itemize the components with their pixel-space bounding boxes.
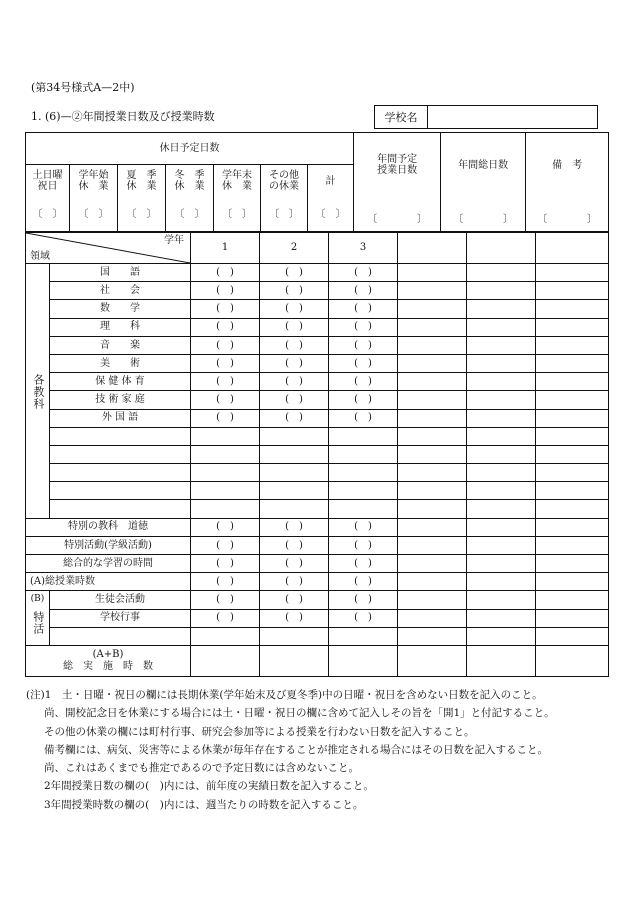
bracket-term-end[interactable]: 〔 〕 bbox=[214, 198, 261, 232]
bracket-remarks[interactable]: 〔 〕 bbox=[526, 198, 609, 232]
annual-plan-header: 年間予定 授業日数 bbox=[354, 133, 441, 198]
blank-cell[interactable] bbox=[536, 373, 609, 391]
blank-cell[interactable] bbox=[467, 427, 536, 445]
blank-cell[interactable] bbox=[398, 573, 467, 591]
blank-cell[interactable] bbox=[536, 445, 609, 463]
hours-cell[interactable] bbox=[329, 445, 398, 463]
sub-other: その他 の休業 bbox=[261, 165, 308, 198]
blank-cell[interactable] bbox=[398, 409, 467, 427]
blank-cell[interactable] bbox=[398, 518, 467, 536]
sub-term-end: 学年末 休 業 bbox=[214, 165, 261, 198]
subject-name: 理 科 bbox=[50, 318, 191, 336]
subject-name bbox=[50, 427, 191, 445]
blank-cell[interactable] bbox=[467, 573, 536, 591]
subject-name: 数 学 bbox=[50, 300, 191, 318]
sub-weekend: 土日曜 祝日 bbox=[26, 165, 70, 198]
blank-cell[interactable] bbox=[467, 500, 536, 518]
note-line: 尚、開校記念日を休業にする場合には土・日曜・祝日の欄に含めて記入しその旨を「開1」と付記すること。 bbox=[44, 707, 555, 720]
hours-cell[interactable] bbox=[329, 645, 398, 676]
hours-cell[interactable]: ( ) bbox=[191, 536, 260, 554]
subject-group-label bbox=[26, 264, 50, 519]
grade-2-header: 2 bbox=[260, 233, 329, 264]
blank-header bbox=[536, 233, 609, 264]
subject-name: 社 会 bbox=[50, 282, 191, 300]
hours-cell[interactable]: ( ) bbox=[329, 409, 398, 427]
hours-cell[interactable] bbox=[191, 445, 260, 463]
school-name-box bbox=[374, 105, 598, 129]
blank-cell[interactable] bbox=[536, 427, 609, 445]
note-line: 備考欄には、病気、災害等による休業が毎年存在することが推定される場合にはその日数を記入すること。 bbox=[44, 743, 548, 756]
grade-3-header: 3 bbox=[329, 233, 398, 264]
blank-cell[interactable] bbox=[536, 264, 609, 282]
subject-name: 美 術 bbox=[50, 354, 191, 372]
tokkatsu-group bbox=[26, 591, 50, 646]
blank-cell[interactable] bbox=[398, 264, 467, 282]
blank-cell[interactable] bbox=[467, 336, 536, 354]
hours-cell[interactable]: ( ) bbox=[260, 409, 329, 427]
bracket-annual-total[interactable]: 〔 〕 bbox=[441, 198, 526, 232]
hours-cell[interactable] bbox=[260, 427, 329, 445]
sub-total: 計 bbox=[308, 165, 354, 198]
hours-cell[interactable]: ( ) bbox=[260, 518, 329, 536]
sub-term-start: 学年始 休 業 bbox=[70, 165, 118, 198]
bracket-term-start[interactable]: 〔 〕 bbox=[70, 198, 118, 232]
school-name-label: 学校名 bbox=[375, 106, 428, 128]
hours-cell[interactable]: ( ) bbox=[329, 573, 398, 591]
bracket-winter[interactable]: 〔 〕 bbox=[166, 198, 214, 232]
class-hours-table bbox=[25, 232, 609, 677]
student-council-label: 生徒会活動 bbox=[50, 591, 191, 609]
hours-cell[interactable]: ( ) bbox=[329, 609, 398, 627]
hours-cell[interactable]: ( ) bbox=[260, 609, 329, 627]
bracket-total[interactable]: 〔 〕 bbox=[308, 198, 354, 232]
blank-cell[interactable] bbox=[467, 445, 536, 463]
blank-cell[interactable] bbox=[398, 536, 467, 554]
hours-cell[interactable] bbox=[329, 482, 398, 500]
hours-cell[interactable]: ( ) bbox=[191, 573, 260, 591]
blank-cell[interactable] bbox=[467, 464, 536, 482]
ab-total-formula: (A+B) bbox=[92, 649, 124, 661]
blank-cell[interactable] bbox=[398, 300, 467, 318]
hours-cell[interactable] bbox=[191, 500, 260, 518]
blank-cell[interactable] bbox=[536, 282, 609, 300]
holiday-days-table bbox=[25, 132, 609, 232]
ab-total-text: 総 実 施 時 数 bbox=[63, 660, 153, 672]
blank-cell[interactable] bbox=[536, 500, 609, 518]
blank-cell[interactable] bbox=[398, 445, 467, 463]
blank-cell[interactable] bbox=[398, 591, 467, 609]
hours-cell[interactable]: ( ) bbox=[329, 300, 398, 318]
hours-cell[interactable]: ( ) bbox=[329, 336, 398, 354]
bracket-summer[interactable]: 〔 〕 bbox=[118, 198, 166, 232]
subject-name: 国 語 bbox=[50, 264, 191, 282]
blank-cell[interactable] bbox=[398, 391, 467, 409]
hours-cell[interactable]: ( ) bbox=[260, 354, 329, 372]
blank-cell[interactable] bbox=[398, 373, 467, 391]
hours-cell[interactable]: ( ) bbox=[260, 391, 329, 409]
bracket-annual-plan[interactable]: 〔 〕 bbox=[354, 198, 441, 232]
blank-cell[interactable] bbox=[536, 300, 609, 318]
blank-cell[interactable] bbox=[467, 645, 536, 676]
blank-cell[interactable] bbox=[536, 627, 609, 645]
hours-cell[interactable]: ( ) bbox=[329, 518, 398, 536]
subject-name: 保 健 体 育 bbox=[50, 373, 191, 391]
blank-cell[interactable] bbox=[398, 609, 467, 627]
subject-name: 技 術 家 庭 bbox=[50, 391, 191, 409]
note-line: その他の休業の欄には町村行事、研究会参加等による授業を行わない日数を記入すること。 bbox=[44, 725, 475, 738]
blank-cell[interactable] bbox=[398, 627, 467, 645]
note-line: 尚、これはあくまでも推定であるので予定日数には含めないこと。 bbox=[44, 762, 359, 775]
hours-cell[interactable] bbox=[260, 482, 329, 500]
hours-cell[interactable]: ( ) bbox=[191, 336, 260, 354]
blank-cell[interactable] bbox=[536, 609, 609, 627]
moral-row-label: 特別の教科 道徳 bbox=[26, 518, 191, 536]
blank-cell[interactable] bbox=[467, 482, 536, 500]
hours-cell[interactable]: ( ) bbox=[191, 591, 260, 609]
blank-cell[interactable] bbox=[467, 518, 536, 536]
hours-cell[interactable]: ( ) bbox=[260, 336, 329, 354]
subject-name bbox=[50, 482, 191, 500]
integrated-row-label: 総合的な学習の時間 bbox=[26, 555, 191, 573]
blank-cell[interactable] bbox=[398, 318, 467, 336]
blank-cell[interactable] bbox=[536, 573, 609, 591]
subject-name: 音 楽 bbox=[50, 336, 191, 354]
blank-cell[interactable] bbox=[398, 282, 467, 300]
blank-cell[interactable] bbox=[536, 318, 609, 336]
blank-cell[interactable] bbox=[467, 354, 536, 372]
bracket-other[interactable]: 〔 〕 bbox=[261, 198, 308, 232]
note-line: 3年間授業時数の欄の( )内には、週当たりの時数を記入すること。 bbox=[44, 798, 364, 811]
blank-cell[interactable] bbox=[536, 354, 609, 372]
hours-cell[interactable]: ( ) bbox=[260, 318, 329, 336]
blank-cell[interactable] bbox=[536, 336, 609, 354]
special-class-row-label: 特別活動(学級活動) bbox=[26, 536, 191, 554]
blank-cell[interactable] bbox=[536, 536, 609, 554]
blank-cell[interactable] bbox=[467, 391, 536, 409]
blank-cell[interactable] bbox=[467, 373, 536, 391]
hours-cell[interactable]: ( ) bbox=[260, 373, 329, 391]
hours-cell[interactable]: ( ) bbox=[329, 264, 398, 282]
blank-cell[interactable] bbox=[398, 354, 467, 372]
form-code: (第34号様式A—2中) bbox=[31, 81, 135, 94]
tokkatsu-label: 特活 bbox=[31, 610, 45, 635]
hours-cell[interactable] bbox=[191, 627, 260, 645]
blank-label bbox=[50, 627, 191, 645]
hours-cell[interactable]: ( ) bbox=[260, 591, 329, 609]
blank-cell[interactable] bbox=[467, 609, 536, 627]
note-line: (注)1 土・日曜・祝日の欄には長期休業(学年始末及び夏冬季)中の日曜・祝日を含めない日数を記入のこと。 bbox=[26, 689, 543, 701]
blank-cell[interactable] bbox=[467, 282, 536, 300]
school-name-field[interactable] bbox=[428, 106, 597, 128]
ab-total-label bbox=[26, 645, 191, 676]
blank-cell[interactable] bbox=[467, 318, 536, 336]
blank-cell[interactable] bbox=[536, 555, 609, 573]
hours-cell[interactable]: ( ) bbox=[191, 373, 260, 391]
hours-cell[interactable] bbox=[329, 500, 398, 518]
holiday-plan-header: 休日予定日数 bbox=[26, 133, 354, 165]
hours-cell[interactable]: ( ) bbox=[260, 264, 329, 282]
hours-cell[interactable]: ( ) bbox=[329, 555, 398, 573]
school-events-label: 学校行事 bbox=[50, 609, 191, 627]
hours-cell[interactable]: ( ) bbox=[191, 264, 260, 282]
remarks-header: 備 考 bbox=[526, 133, 609, 198]
note-line: 2年間授業日数の欄の( )内には、前年度の実績日数を記入すること。 bbox=[44, 780, 374, 793]
hours-cell[interactable] bbox=[191, 645, 260, 676]
hours-cell[interactable] bbox=[260, 500, 329, 518]
hours-cell[interactable]: ( ) bbox=[260, 536, 329, 554]
hours-cell[interactable]: ( ) bbox=[260, 573, 329, 591]
annual-total-header: 年間総日数 bbox=[441, 133, 526, 198]
blank-header bbox=[467, 233, 536, 264]
blank-cell[interactable] bbox=[467, 409, 536, 427]
hours-cell[interactable]: ( ) bbox=[260, 555, 329, 573]
blank-cell[interactable] bbox=[398, 555, 467, 573]
blank-cell[interactable] bbox=[536, 645, 609, 676]
hours-cell[interactable]: ( ) bbox=[191, 391, 260, 409]
domain-label: 領域 bbox=[30, 250, 50, 262]
notes bbox=[26, 686, 616, 814]
hours-cell[interactable]: ( ) bbox=[191, 318, 260, 336]
blank-cell[interactable] bbox=[467, 627, 536, 645]
subject-group-text: 各教科 bbox=[31, 374, 45, 410]
hours-cell[interactable]: ( ) bbox=[191, 409, 260, 427]
subject-name bbox=[50, 500, 191, 518]
hours-cell[interactable]: ( ) bbox=[329, 391, 398, 409]
hours-cell[interactable]: ( ) bbox=[260, 300, 329, 318]
hours-cell[interactable] bbox=[260, 445, 329, 463]
hours-cell[interactable]: ( ) bbox=[191, 609, 260, 627]
blank-cell[interactable] bbox=[536, 464, 609, 482]
blank-cell[interactable] bbox=[467, 555, 536, 573]
hours-cell[interactable]: ( ) bbox=[191, 282, 260, 300]
blank-cell[interactable] bbox=[536, 482, 609, 500]
hours-cell[interactable] bbox=[191, 482, 260, 500]
hours-cell[interactable]: ( ) bbox=[191, 300, 260, 318]
blank-cell[interactable] bbox=[398, 336, 467, 354]
hours-cell[interactable]: ( ) bbox=[329, 282, 398, 300]
blank-cell[interactable] bbox=[536, 591, 609, 609]
blank-cell[interactable] bbox=[467, 300, 536, 318]
hours-cell[interactable]: ( ) bbox=[191, 518, 260, 536]
hours-cell[interactable]: ( ) bbox=[329, 591, 398, 609]
grade-1-header: 1 bbox=[191, 233, 260, 264]
subject-name bbox=[50, 445, 191, 463]
blank-cell[interactable] bbox=[398, 645, 467, 676]
blank-cell[interactable] bbox=[536, 391, 609, 409]
section-title: 1. (6)—②年間授業日数及び授業時数 bbox=[31, 110, 215, 123]
hours-cell[interactable] bbox=[329, 427, 398, 445]
hours-cell[interactable] bbox=[329, 464, 398, 482]
hours-cell[interactable]: ( ) bbox=[329, 536, 398, 554]
grade-domain-header bbox=[26, 233, 191, 264]
hours-cell[interactable] bbox=[191, 464, 260, 482]
blank-cell[interactable] bbox=[467, 591, 536, 609]
blank-cell[interactable] bbox=[398, 464, 467, 482]
hours-cell[interactable] bbox=[260, 464, 329, 482]
blank-cell[interactable] bbox=[536, 518, 609, 536]
hours-cell[interactable] bbox=[191, 427, 260, 445]
hours-cell[interactable]: ( ) bbox=[260, 282, 329, 300]
blank-cell[interactable] bbox=[467, 264, 536, 282]
b-label: (B) bbox=[30, 594, 45, 605]
hours-cell[interactable] bbox=[329, 627, 398, 645]
subject-name: 外 国 語 bbox=[50, 409, 191, 427]
grade-label: 学年 bbox=[164, 235, 184, 246]
sub-summer: 夏 季 休 業 bbox=[118, 165, 166, 198]
hours-cell[interactable]: ( ) bbox=[329, 354, 398, 372]
subject-name bbox=[50, 464, 191, 482]
hours-cell[interactable]: ( ) bbox=[329, 373, 398, 391]
hours-cell[interactable]: ( ) bbox=[191, 354, 260, 372]
blank-header bbox=[398, 233, 467, 264]
total-a-row-label: (A)総授業時数 bbox=[26, 573, 191, 591]
hours-cell[interactable]: ( ) bbox=[329, 318, 398, 336]
hours-cell[interactable]: ( ) bbox=[191, 555, 260, 573]
hours-cell[interactable] bbox=[260, 645, 329, 676]
blank-cell[interactable] bbox=[398, 500, 467, 518]
hours-cell[interactable] bbox=[260, 627, 329, 645]
blank-cell[interactable] bbox=[467, 536, 536, 554]
bracket-weekend[interactable]: 〔 〕 bbox=[26, 198, 70, 232]
blank-cell[interactable] bbox=[398, 427, 467, 445]
blank-cell[interactable] bbox=[536, 409, 609, 427]
sub-winter: 冬 季 休 業 bbox=[166, 165, 214, 198]
blank-cell[interactable] bbox=[398, 482, 467, 500]
